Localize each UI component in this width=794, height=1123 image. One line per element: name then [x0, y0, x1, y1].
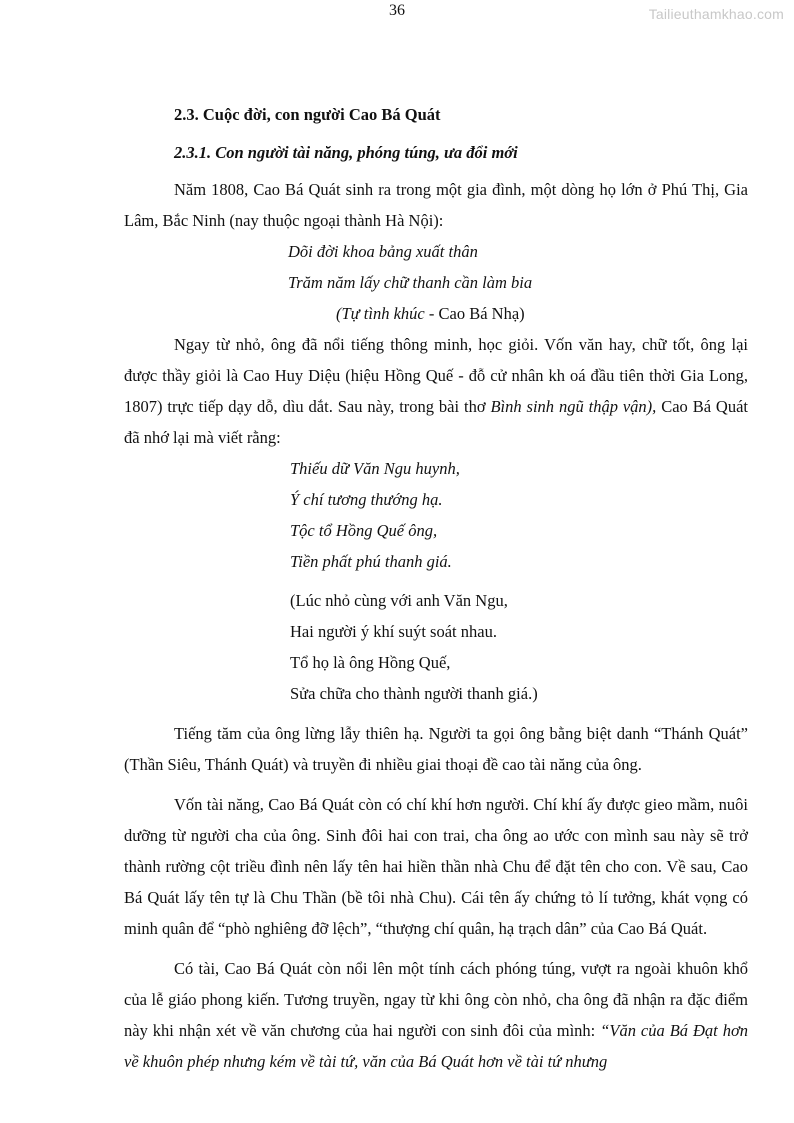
verse-line: Trăm năm lấy chữ thanh cần làm bia — [288, 273, 533, 292]
paragraph-5-text: Có tài, Cao Bá Quát còn nổi lên một tính cách phóng túng, vượt ra ngoài khuôn khổ của lễ giáo phong kiến. Tương truyền, ngay từ khi ông còn nhỏ, cha ông đã nhận ra đặc điểm này khi nhận xét về văn chương của hai người con sinh đôi của mình: — [124, 959, 748, 1040]
verse-line: (Lúc nhỏ cùng với anh Văn Ngu, — [290, 591, 508, 610]
section-title: 2.3. Cuộc đời, con người Cao Bá Quát — [174, 105, 441, 124]
paragraph-2-tail: Cao Bá Quát đã nhớ lại mà viết rằng: — [124, 397, 748, 447]
verse-line: Dõi đời khoa bảng xuất thân — [288, 242, 478, 261]
paragraph-2-text: Ngay từ nhỏ, ông đã nổi tiếng thông minh, học giỏi. Vốn văn hay, chữ tốt, ông lại được thầy giỏi là Cao Huy Diệu (hiệu Hồng Quế - đỗ cử nhân kh oá đầu tiên thời Gia Long, 1807) trực tiếp dạy dỗ, dìu dắt. Sau này, trong bài thơ — [124, 335, 748, 416]
verse-2 — [124, 453, 748, 577]
verse-line: Thiếu dữ Văn Ngu huynh, — [290, 459, 460, 478]
work-title: Bình sinh ngũ thập vận), — [490, 397, 657, 416]
paragraph-1: Năm 1808, Cao Bá Quát sinh ra trong một gia đình, một dòng họ lớn ở Phú Thị, Gia Lâm, Bắc Ninh (nay thuộc ngoại thành Hà Nội): — [124, 180, 748, 230]
verse-3 — [124, 585, 748, 709]
section-subtitle: 2.3.1. Con người tài năng, phóng túng, ưa đổi mới — [174, 143, 518, 162]
verse-1 — [124, 236, 748, 329]
document-body — [124, 100, 748, 1077]
page-number: 36 — [389, 2, 405, 19]
watermark: Tailieuthamkhao.com — [648, 6, 784, 22]
paragraph-3: Tiếng tăm của ông lừng lẫy thiên hạ. Người ta gọi ông bằng biệt danh “Thánh Quát” (Thần Siêu, Thánh Quát) và truyền đi nhiều giai thoại đề cao tài năng của ông. — [124, 724, 748, 774]
verse-line: Ý chí tương thướng hạ. — [290, 490, 443, 509]
verse-line: Hai người ý khí suýt soát nhau. — [290, 622, 497, 641]
verse-line: Tổ họ là ông Hồng Quế, — [290, 653, 451, 672]
paragraph-5 — [124, 953, 748, 1077]
verse-line: Sửa chữa cho thành người thanh giá.) — [290, 684, 538, 703]
citation-title: (Tự tình khúc — [336, 304, 425, 323]
citation-author: - Cao Bá Nhạ) — [424, 304, 525, 323]
paragraph-4: Vốn tài năng, Cao Bá Quát còn có chí khí hơn người. Chí khí ấy được gieo mầm, nuôi dưỡng từ người cha của ông. Sinh đôi hai con trai, cha ông ao ước con mình sau này sẽ trở thành rường cột triều đình nên lấy tên hai hiền thần nhà Chu để đặt tên cho con. Về sau, Cao Bá Quát lấy tên tự là Chu Thần (bề tôi nhà Chu). Cái tên ấy chứng tỏ lí tưởng, khát vọng có minh quân để “phò nghiêng đỡ lệch”, “thượng chí quân, hạ trạch dân” của Cao Bá Quát. — [124, 795, 748, 938]
paragraph-2 — [124, 329, 748, 453]
quote: “Văn của Bá Đạt hơn về khuôn phép nhưng kém về tài tứ, văn của Bá Quát hơn về tài tứ nhưng — [124, 1021, 748, 1071]
verse-line: Tộc tổ Hồng Quế ông, — [290, 521, 438, 540]
verse-line: Tiền phất phú thanh giá. — [290, 552, 452, 571]
verse-citation — [124, 298, 748, 329]
